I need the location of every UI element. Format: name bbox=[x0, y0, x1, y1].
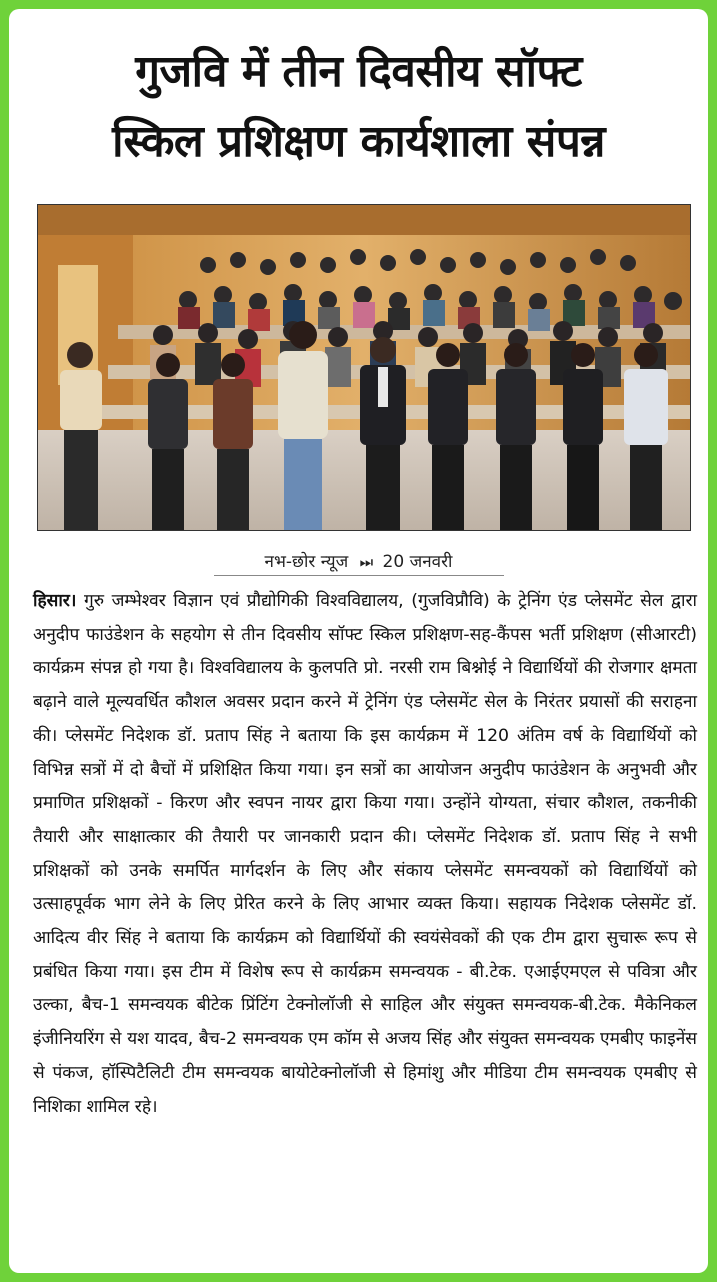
headline bbox=[9, 37, 708, 177]
dateline-source: नभ-छोर न्यूज bbox=[264, 552, 349, 572]
article-place: हिसार। bbox=[33, 591, 77, 611]
fast-forward-icon: ⏭ bbox=[359, 553, 372, 571]
headline-line-2: स्किल प्रशिक्षण कार्यशाला संपन्न bbox=[112, 116, 605, 167]
dateline-date: 20 जनवरी bbox=[382, 552, 453, 572]
article-body bbox=[33, 585, 697, 1124]
headline-line-1: गुजवि में तीन दिवसीय सॉफ्ट bbox=[135, 46, 582, 97]
article-text: गुरु जम्भेश्वर विज्ञान एवं प्रौद्योगिकी विश्वविद्यालय, (गुजविप्रौवि) के ट्रेनिंग एंड प्लेसमेंट सेल द्वारा अनुदीप फाउंडेशन के सहयोग से तीन दिवसीय सॉफ्ट स्किल प्रशिक्षण-सह-कैंपस भर्ती प्रशिक्षण (सीआरटी) कार्यक्रम संपन्न हो गया है। विश्वविद्यालय के कुलपति प्रो. नरसी राम बिश्नोई ने विद्यार्थियों की रोजगार क्षमता बढ़ाने वाले मूल्यवर्धित कौशल अवसर प्रदान करने में ट्रेनिंग एंड प्लेसमेंट सेल के निरंतर प्रयासों की सराहना की। प्लेसमेंट निदेशक डॉ. प्रताप सिंह ने बताया कि इस कार्यक्रम में 120 अंतिम वर्ष के विद्यार्थियों को विभिन्न सत्रों में दो बैचों में प्रशिक्षित किया गया। इन सत्रों का आयोजन अनुदीप फाउंडेशन के अनुभवी और प्रमाणित प्रशिक्षकों - किरण और स्वपन नायर द्वारा किया गया। उन्होंने योग्यता, संचार कौशल, तकनीकी तैयारी और साक्षात्कार की तैयारी पर जानकारी प्रदान की। प्लेसमेंट निदेशक डॉ. प्रताप सिंह ने सभी प्रशिक्षकों को उनके समर्पित मार्गदर्शन के लिए और संकाय प्लेसमेंट समन्वयकों को विद्यार्थियों को उत्साहपूर्वक भाग लेने के लिए प्रेरित करने के लिए आभार व्यक्त किया। सहायक निदेशक प्लेसमेंट डॉ. आदित्य वीर सिंह ने बताया कि कार्यक्रम को विद्यार्थियों की स्वयंसेवकों की एक टीम द्वारा सुचारू रूप से प्रबंधित किया गया। इस टीम में विशेष रूप से कार्यक्रम समन्वयक - बी.टेक. एआईएमएल से पवित्रा और उल्का, बैच-1 समन्वयक बीटेक प्रिंटिंग टेक्नोलॉजी से साहिल और संयुक्त समन्वयक-बी.टेक. मैकेनिकल इंजीनियरिंग से यश यादव, बैच-2 समन्वयक एम कॉम से अजय सिंह और संयुक्त समन्वयक एमबीए फाइनेंस से पंकज, हॉस्पिटैलिटी टीम समन्वयक बायोटेक्नोलॉजी से हिमांशु और मीडिया टीम समन्वयक एमबीए से निशिका शामिल रहे। bbox=[33, 591, 697, 1117]
newspaper-clipping bbox=[9, 9, 708, 1273]
dateline-underline bbox=[214, 575, 504, 576]
dateline bbox=[9, 549, 708, 572]
group-photo bbox=[37, 204, 691, 531]
group-photo-illustration bbox=[38, 205, 690, 530]
